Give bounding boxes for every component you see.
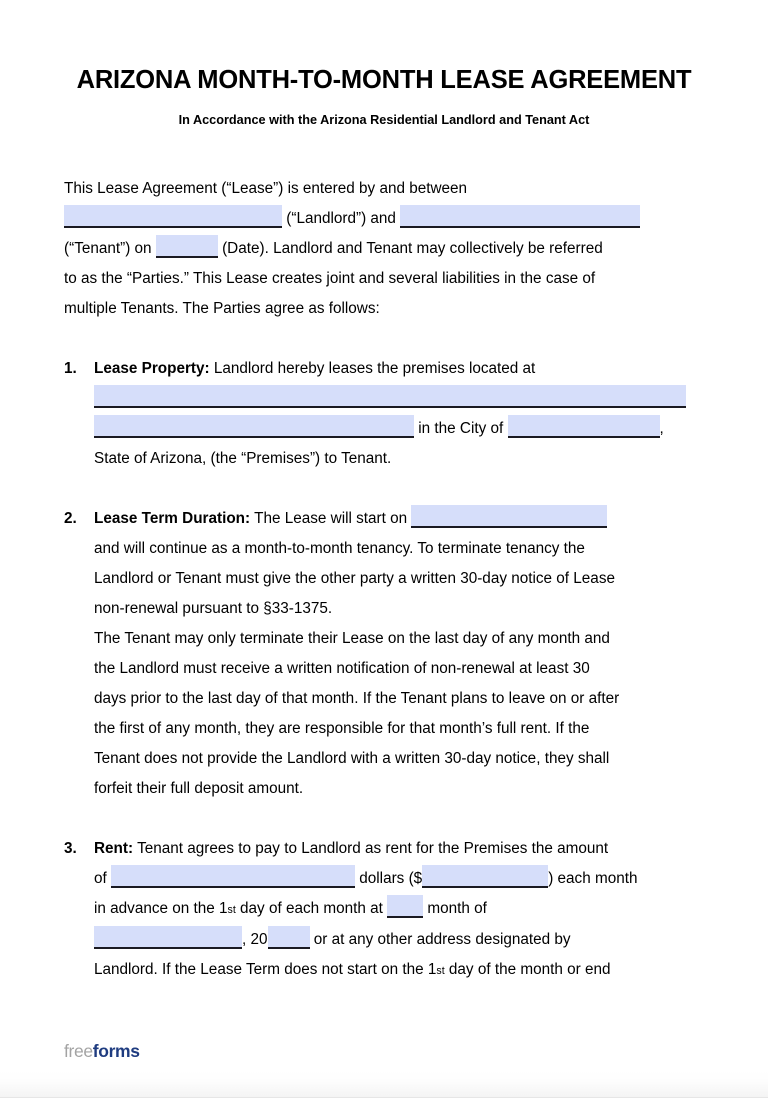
clause-3-title: Rent: [94,839,134,857]
rent-year-field[interactable] [268,926,310,949]
clause-3-lead: Tenant agrees to pay to Landlord as rent for the Premises the amount [137,839,609,857]
clause-1-title: Lease Property: [94,359,210,377]
clause-2-line-7: the first of any month, they are responsible for that month’s full rent. If the [94,719,590,737]
rent-close-paren: ) each month [548,869,638,887]
document-subtitle: In Accordance with the Arizona Residential Landlord and Tenant Act [178,112,590,127]
clause-3-number: 3. [64,839,77,857]
page-bottom-edge [0,1071,768,1098]
clause-2-line-1: and will continue as a month-to-month tenancy. To terminate tenancy the [94,539,585,557]
clause-1-number: 1. [64,359,77,377]
tenant-label: (“Tenant”) on [64,239,152,257]
clause-1-lead: Landlord hereby leases the premises located at [213,359,536,377]
clause-2-lead: The Lease will start on [254,509,408,527]
rent-advance-ordinal: st [227,903,236,916]
intro-line-1: This Lease Agreement (“Lease”) is entered by and between [64,179,468,197]
tenant-name-field[interactable] [400,205,640,228]
city-comma: , [659,419,664,437]
rent-last-pre: Landlord. If the Lease Term does not start on the 1 [94,960,437,978]
rent-advance-pre: in advance on the 1 [94,899,228,917]
clause-2-line-3: non-renewal pursuant to §33-1375. [94,599,333,617]
clause-2-line-5: the Landlord must receive a written notification of non-renewal at least 30 [94,659,590,677]
rent-advance-post: month of [427,899,487,917]
intro-line-5: multiple Tenants. The Parties agree as follows: [64,299,380,317]
rent-year-prefix: , 20 [242,930,268,948]
rent-dollars-label: dollars ($ [359,869,423,887]
clause-2-line-4: The Tenant may only terminate their Lease on the last day of any month and [94,629,610,647]
landlord-label: (“Landlord”) and [286,209,396,227]
spacer [64,324,704,354]
footer [64,1040,140,1061]
intro-paragraph [64,174,704,324]
rent-of-label: of [94,869,107,887]
rent-year-post: or at any other address designated by [313,930,571,948]
clause-2-line-6: days prior to the last day of that month. If the Tenant plans to leave on or after [94,689,620,707]
logo-text-free: free [64,1040,93,1061]
document-title: ARIZONA MONTH-TO-MONTH LEASE AGREEMENT [76,66,692,94]
clause-lease-property [64,354,704,474]
rent-payment-address-field[interactable] [94,926,242,949]
clause-2-line-2: Landlord or Tenant must give the other party a written 30-day notice of Lease [94,569,615,587]
date-label: (Date). Landlord and Tenant may collectively be referred [222,239,603,257]
property-address-line1-field[interactable] [94,385,686,408]
spacer [64,474,704,504]
rent-amount-words-field[interactable] [111,865,355,888]
clause-1-tail: State of Arizona, (the “Premises”) to Tenant. [94,449,392,467]
clause-2-number: 2. [64,509,77,527]
rent-advance-mid: day of each month at [235,899,383,917]
clause-2-line-8: Tenant does not provide the Landlord with a written 30-day notice, they shall [94,749,610,767]
rent-last-post: day of the month or end [444,960,611,978]
clause-2-line-9: forfeit their full deposit amount. [94,779,304,797]
property-address-line2-field[interactable] [94,415,414,438]
lease-start-date-field[interactable] [411,505,607,528]
rent-payment-location-field[interactable] [387,895,423,918]
clause-rent [64,834,704,986]
landlord-name-field[interactable] [64,205,282,228]
logo-text-forms: forms [92,1040,140,1061]
city-label: in the City of [418,419,504,437]
clause-lease-term-duration [64,504,704,804]
rent-amount-numeric-field[interactable] [422,865,548,888]
property-city-field[interactable] [508,415,660,438]
document-body [0,174,768,986]
intro-line-4: to as the “Parties.” This Lease creates joint and several liabilities in the case of [64,269,596,287]
freeforms-logo[interactable] [64,1040,140,1061]
spacer [64,804,704,834]
clause-2-title: Lease Term Duration: [94,509,251,527]
agreement-date-field[interactable] [156,235,218,258]
rent-last-ordinal: st [436,964,445,977]
